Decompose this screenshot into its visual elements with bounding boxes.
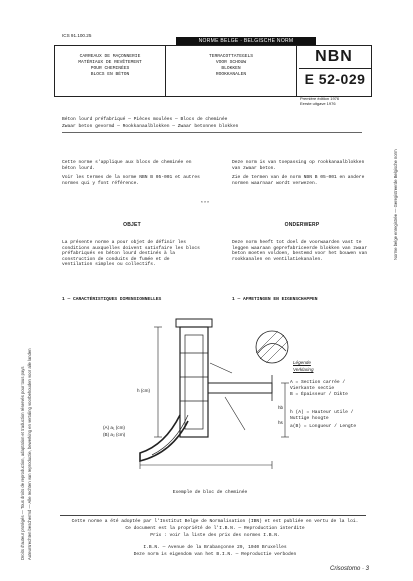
intro-right-1: Deze norm is van toepassing op rookkanaalblokken van zwaar beton. (232, 160, 365, 171)
header-left-line: CARREAUX DE MAÇONNERIE (79, 54, 141, 59)
side-text-left-2: Auteursrechten beschermd — Alle rechten van reproductie, bewerking en vertaling voorbehouden voor alle landen (27, 348, 32, 560)
dimensions-right-heading: 1 — AFMETINGEN EN EIGENSCHAPPEN (232, 297, 318, 302)
legend-line: A = Section carrée / Vierkante sectie (290, 380, 346, 391)
header-box (54, 45, 372, 97)
header-left-line: BLOCS EN BÉTON (90, 72, 130, 77)
side-text-left: Droits d'auteur protégés — Tous droits de reproduction, adaptation et traduction réservés pour tous pays (20, 366, 25, 560)
header-middle-line: ROOKKANALEN (215, 72, 247, 77)
section-right-body: Deze norm heeft tot doel de voorwaarden vast te leggen waaraan geprefabriceerde blokken van zwaar beton moeten voldoen, bestemd voor het bouwen van rookkanalen en ventilatiekanalen. (232, 240, 368, 262)
legend-line: h (A) = Hauteur utile / Nuttige hoogte (290, 410, 354, 421)
top-note: ICS 91.100.25 (62, 33, 92, 38)
footer-line-3: Prix : voir la liste des prix des normes I.B.N. (150, 533, 280, 538)
header-middle-line: BLOKKEN (221, 66, 241, 71)
header-code-column (297, 46, 371, 96)
intro-left-1: Cette norme s'applique aux blocs de cheminée en béton lourd. (62, 160, 192, 171)
figure-label-a2: (B) a₂ (cm) (103, 432, 126, 437)
intro-left-2: Voir les termes de la norme NBN B 05-001 et autres normes qui y font référence. (62, 175, 200, 186)
header-middle-line: VOOR SCHOUW (215, 60, 247, 65)
section-right-heading: ONDERWERP (284, 222, 320, 228)
legend-line: a(B) = Longueur / Lengte (290, 424, 357, 429)
section-marker: * * * (201, 200, 209, 205)
edition-date: Eerste uitgave 1976 (300, 101, 336, 106)
section-left-body: La présente norme a pour objet de définir les conditions auxquelles doivent satisfaire les blocs préfabriqués en béton lourd destinés à la construction de conduits de fumée et de ventilation simples ou collectifs. (62, 240, 200, 268)
figure-dim-hb: hb (278, 405, 284, 410)
norm-banner: NORME BELGE · BELGISCHE NORM (176, 37, 316, 46)
signature: Crisostomo · 3 (330, 566, 370, 572)
title-underline (62, 132, 362, 133)
footer-line-1: Cette norme a été adoptée par l'Institut Belge de Normalisation (IBN) et est publiée en vertu de la loi. (71, 519, 359, 524)
side-text-right: Norme belge enregistrée — Geregistreerde Belgische norm (393, 149, 398, 260)
dimensions-left-heading: 1 — CARACTÉRISTIQUES DIMENSIONNELLES (62, 297, 162, 302)
footer-line-5: Deze norm is eigendom van het B.I.N. — Reproductie verboden (133, 552, 297, 557)
figure-caption: Exemple de bloc de cheminée (172, 490, 248, 495)
title-line-1: Béton lourd préfabriqué — Pièces moulées — Blocs de cheminée (62, 117, 228, 122)
title-line-2: Zwaar beton gevormd — Rookkanaalblokken — Zwaar betonnen blokken (62, 124, 239, 129)
header-middle-line: TERRACOTTATEGELS (208, 54, 254, 59)
figure-dim-hs: hs (278, 420, 283, 425)
edition-date: Première édition 1976 (300, 96, 340, 101)
footer-line-4: I.B.N. — Avenue de la Brabançonne 29, 1040 Bruxelles (143, 545, 287, 550)
norm-code: E 52-029 (299, 68, 371, 87)
header-middle-column (166, 46, 297, 96)
figure-label-a1: (A) a₁ (cm) (103, 425, 125, 430)
legend-line: B = Épaisseur / Dikte (290, 392, 348, 397)
org-name: NBN (315, 48, 353, 65)
header-left-column (55, 46, 166, 96)
header-left-line: POUR CHEMINÉES (90, 66, 130, 71)
footer-rule (60, 515, 366, 516)
footer-line-2: Ce document est la propriété de l'I.B.N. — Reproduction interdite (125, 526, 305, 531)
header-left-line: MATÉRIAUX DE REVÊTEMENT (78, 60, 142, 65)
figure-label-h: h (cm) (137, 388, 151, 393)
intro-right-2: Zie de termen van de norm NBN B 05-001 en andere normen waarnaar wordt verwezen. (232, 175, 365, 186)
section-left-heading: OBJET (123, 222, 141, 228)
legend-title-nl: Verklaring (293, 367, 314, 372)
legend-title: Légende (293, 360, 311, 365)
